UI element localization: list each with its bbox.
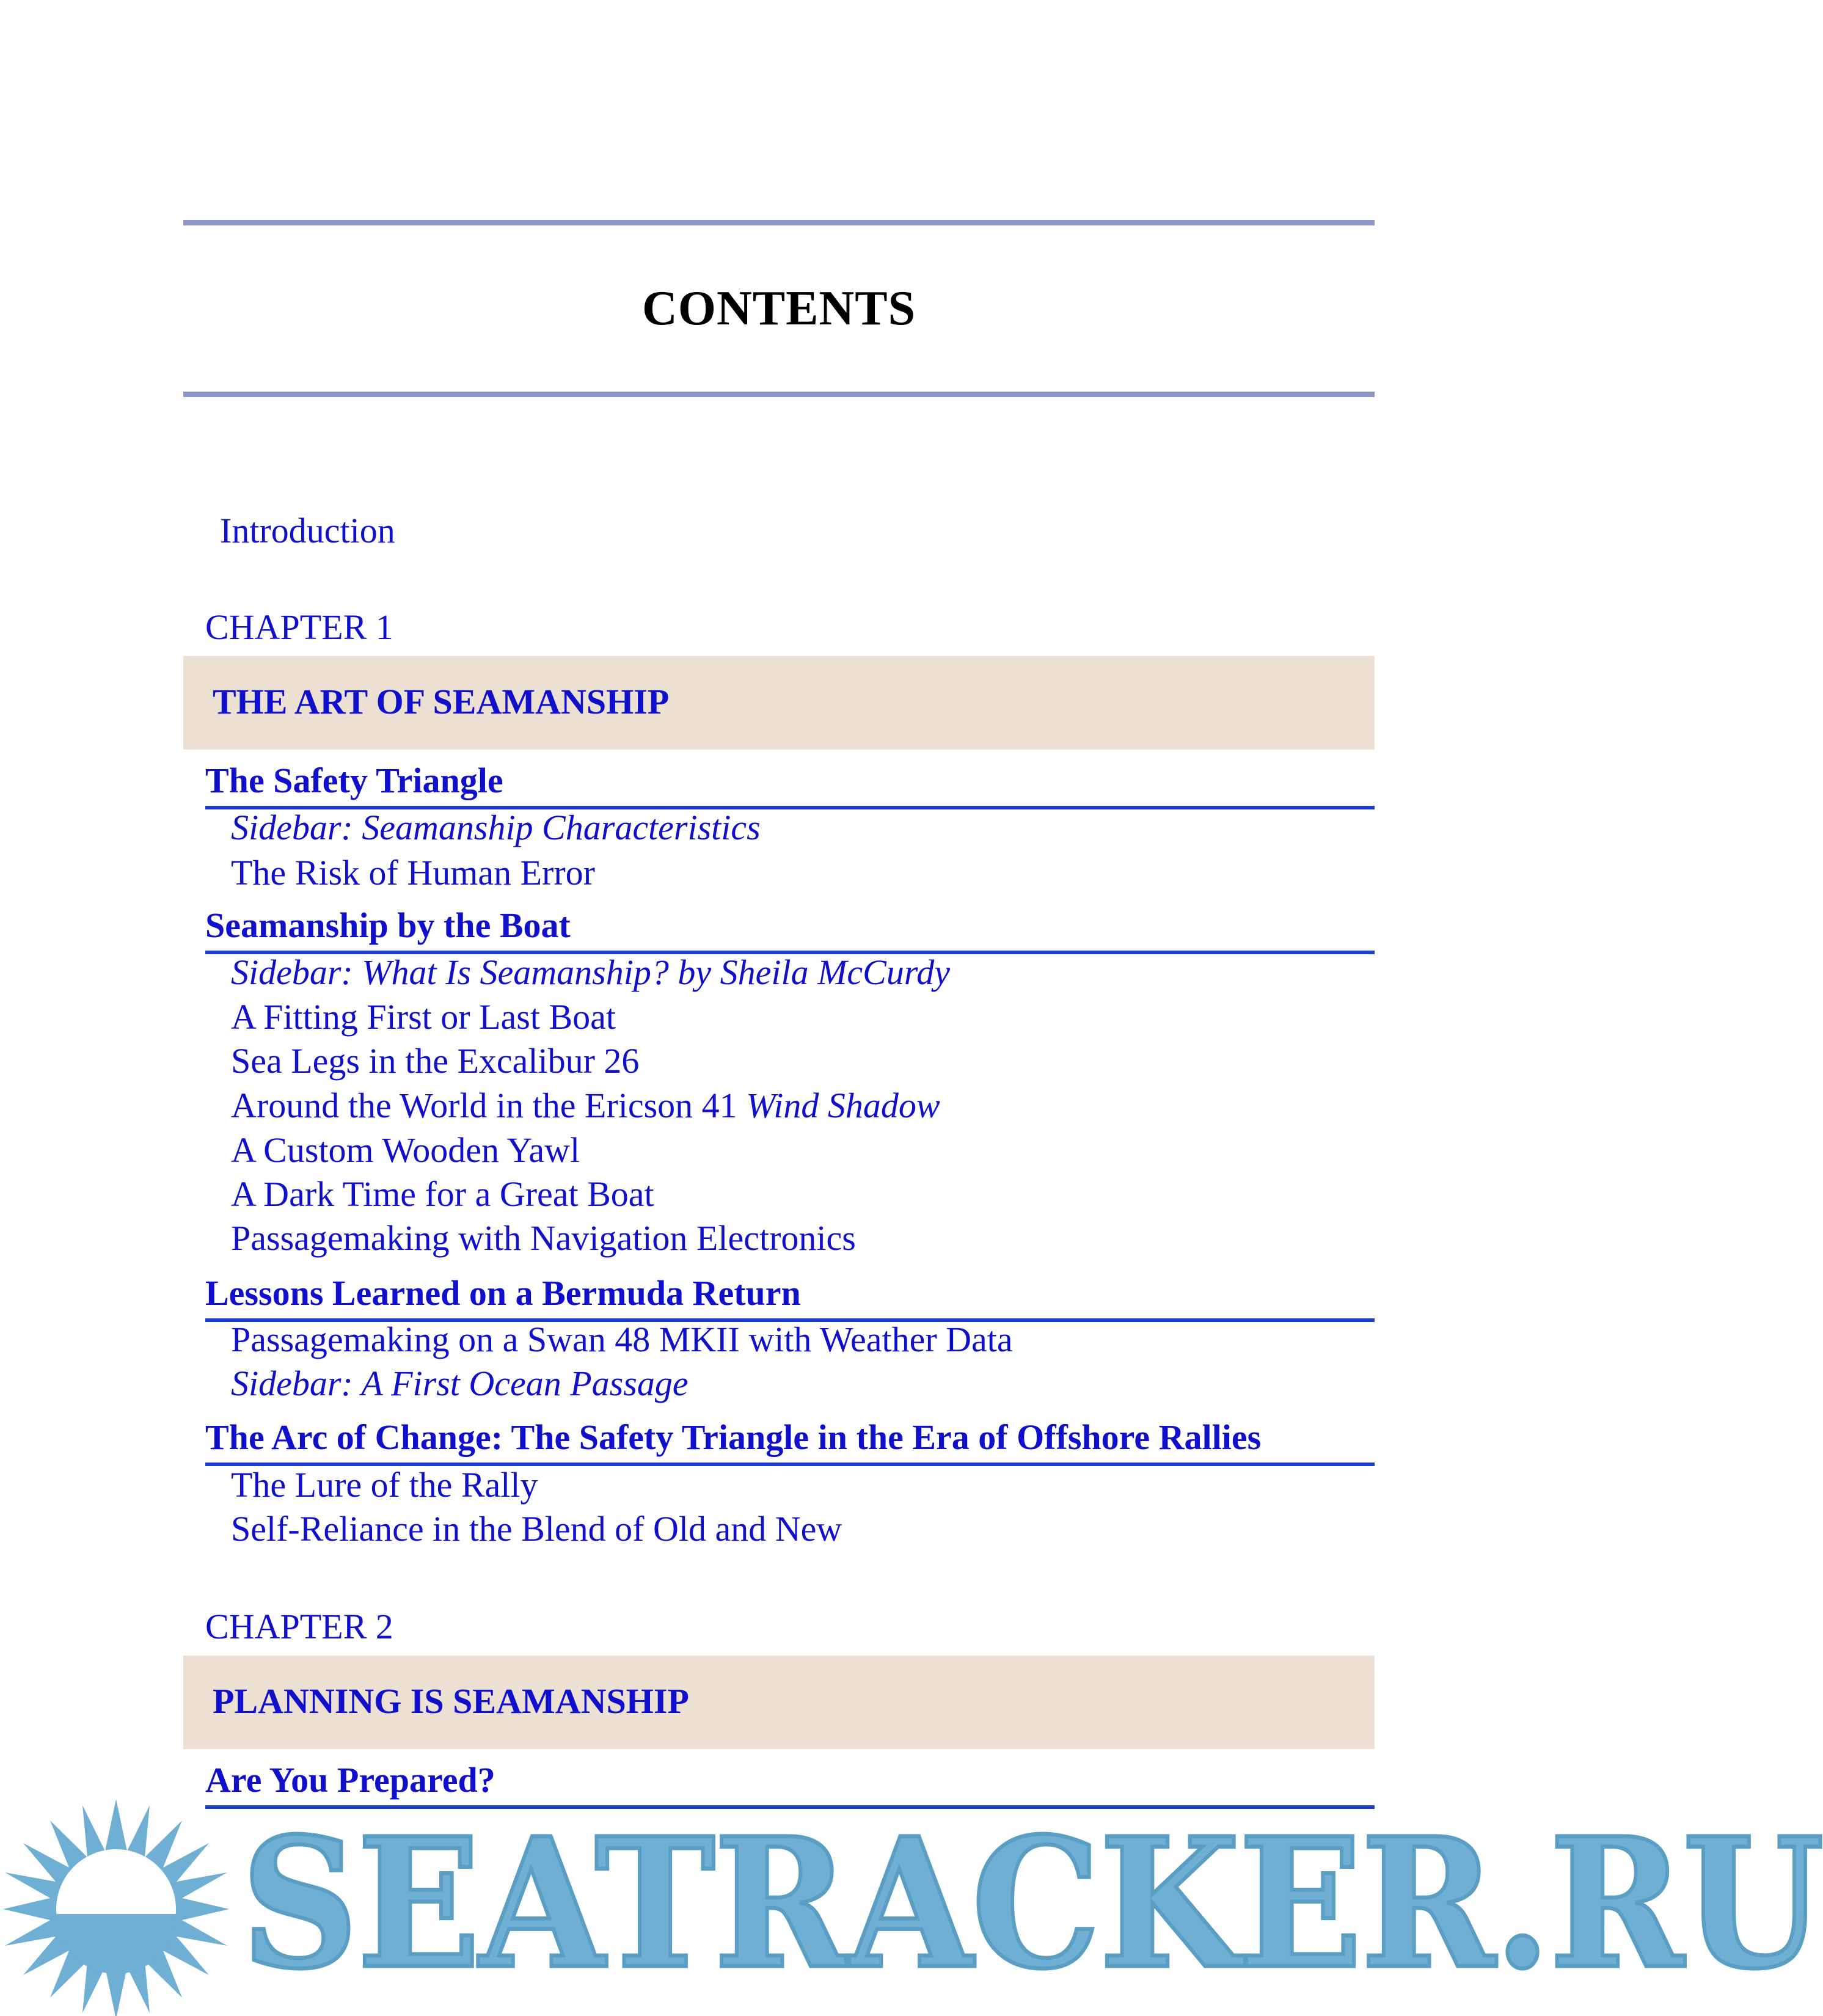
boat-name-italic: Wind Shadow [746,1086,940,1125]
toc-entry-link[interactable] [231,1084,940,1127]
toc-entry-link[interactable]: A Custom Wooden Yawl [231,1130,580,1170]
chapter-title-link[interactable]: PLANNING IS SEAMANSHIP [213,1681,689,1721]
title-divider [183,392,1375,397]
toc-entry-link[interactable]: Self-Reliance in the Blend of Old and New [231,1509,842,1549]
section-heading-link[interactable]: The Safety Triangle [205,759,1375,809]
section-heading-link[interactable]: Seamanship by the Boat [205,904,1375,954]
toc-entry-link[interactable]: A Fitting First or Last Boat [231,997,616,1037]
chapter-label: CHAPTER 1 [205,607,393,647]
section-heading-link[interactable]: Lessons Learned on a Bermuda Return [205,1272,1375,1322]
toc-entry-link[interactable]: Passagemaking on a Swan 48 MKII with Weather Data [231,1320,1013,1359]
chapter-label: CHAPTER 2 [205,1607,393,1646]
page-title: CONTENTS [641,282,916,335]
toc-entry-text: Around the World in the Ericson 41 [231,1086,747,1125]
toc-entry-link[interactable]: Passagemaking with Navigation Electronics [231,1218,856,1258]
toc-entry-link[interactable]: A Dark Time for a Great Boat [231,1174,654,1214]
toc-entry-link[interactable]: Sidebar: A First Ocean Passage [231,1364,689,1403]
toc-entry-link[interactable]: The Lure of the Rally [231,1465,538,1505]
top-divider [183,220,1375,225]
toc-entry-link[interactable]: The Risk of Human Error [231,853,595,893]
watermark-text: SEATRACKER.RU [241,1799,1823,2009]
sun-logo-icon [0,1781,257,2016]
toc-entry-link[interactable]: Sea Legs in the Excalibur 26 [231,1041,640,1081]
toc-introduction-link[interactable]: Introduction [220,511,395,550]
toc-entry-link[interactable]: Sidebar: What Is Seamanship? by Sheila McCurdy [231,952,950,992]
toc-entry-link[interactable]: Sidebar: Seamanship Characteristics [231,808,761,847]
chapter-heading-band [183,656,1375,750]
chapter-heading-band [183,1656,1375,1749]
section-heading-link[interactable]: The Arc of Change: The Safety Triangle in the Era of Offshore Rallies [205,1416,1375,1466]
section-heading-link[interactable]: Are You Prepared? [205,1759,1375,1809]
chapter-title-link[interactable]: THE ART OF SEAMANSHIP [213,682,670,721]
